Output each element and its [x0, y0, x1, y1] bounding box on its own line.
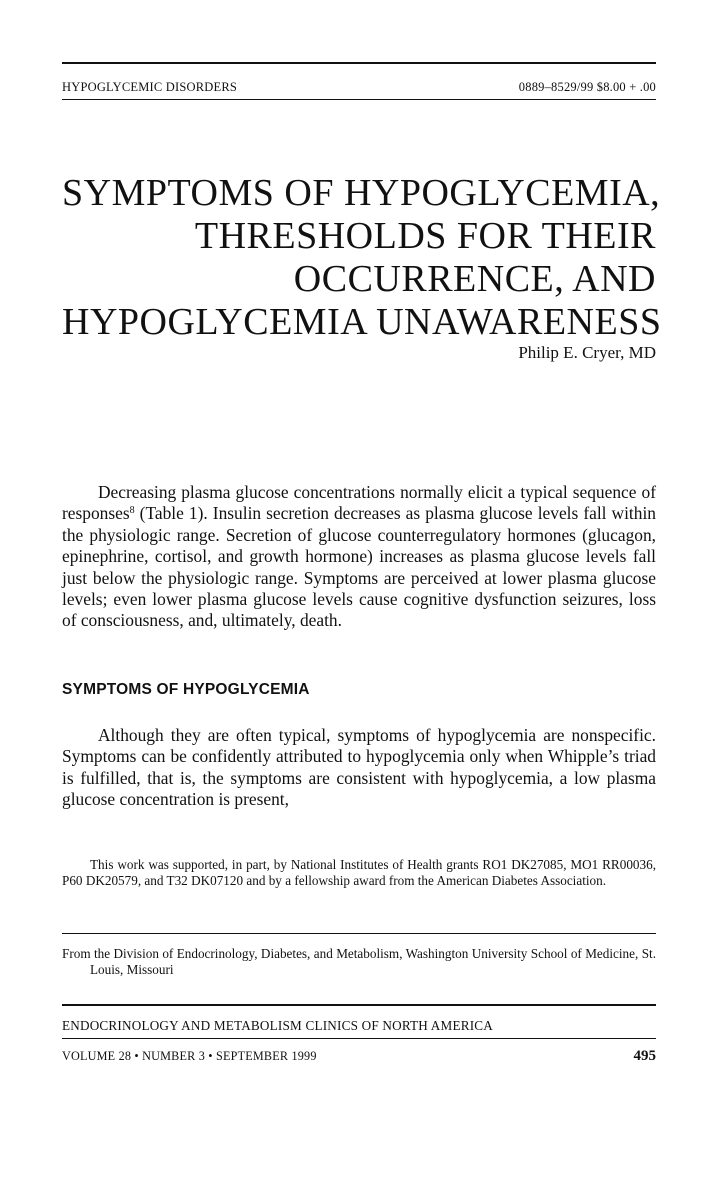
running-header-section: HYPOGLYCEMIC DISORDERS: [62, 80, 238, 94]
author-name: Philip E. Cryer, MD: [518, 343, 656, 362]
intro-text-start: Decreasing plasma glucose concentrations normally elicit a typical sequence of responses: [62, 482, 656, 524]
running-header-code: 0889–8529/99 $8.00 + .00: [518, 80, 656, 94]
article-title: [62, 172, 662, 344]
reference-marker: 8: [129, 505, 135, 517]
volume-info: VOLUME 28 • NUMBER 3 • SEPTEMBER 1999: [62, 1049, 317, 1063]
running-header: [62, 62, 656, 100]
support-footnote: [62, 857, 656, 888]
section-heading: SYMPTOMS OF HYPOGLYCEMIA: [62, 681, 310, 698]
title-line-3: OCCURRENCE, AND: [293, 258, 656, 300]
page-number: 495: [633, 1048, 656, 1064]
journal-name: ENDOCRINOLOGY AND METABOLISM CLINICS OF NORTH AMERICA: [62, 1018, 494, 1033]
footer-row: [62, 1048, 656, 1065]
header-rule: [62, 99, 656, 100]
intro-paragraph: [62, 482, 656, 632]
title-line-4: HYPOGLYCEMIA UNAWARENESS: [62, 301, 662, 343]
footer-rule: [62, 1038, 656, 1039]
title-line-1: SYMPTOMS OF HYPOGLYCEMIA,: [62, 172, 661, 214]
footnote-divider: [62, 933, 656, 934]
footer-top-rule: [62, 1004, 656, 1006]
title-line-2: THRESHOLDS FOR THEIR: [194, 215, 656, 257]
support-footnote-text: This work was supported, in part, by National Institutes of Health grants RO1 DK27085, MO1 RR00036, P60 DK20579, and T32 DK07120 and by a fellowship award from the American Diabetes Association.: [62, 857, 656, 888]
section-paragraph: [62, 725, 656, 811]
intro-text-end: (Table 1). Insulin secretion decreases as plasma glucose levels fall within the physiologic range. Secretion of glucose counterregulatory hormones (glucagon, epinephrine, cortisol, and growth hormone) increases as plasma glucose levels fall just below the physiologic range. Symptoms are perceived at lower plasma glucose levels; even lower plasma glucose levels cause cognitive dysfunction seizures, loss of consciousness, and, ultimately, death.: [62, 503, 656, 631]
affiliation-footnote: [62, 946, 656, 977]
section-paragraph-text: Although they are often typical, symptoms of hypoglycemia are nonspecific. Symptoms can be confidently attributed to hypoglycemia only when Whipple’s triad is fulfilled, that is, the symptoms are consistent with hypoglycemia, a low plasma glucose concentration is present,: [62, 725, 656, 810]
affiliation-footnote-text: From the Division of Endocrinology, Diabetes, and Metabolism, Washington University School of Medicine, St. Louis, Missouri: [62, 946, 656, 977]
